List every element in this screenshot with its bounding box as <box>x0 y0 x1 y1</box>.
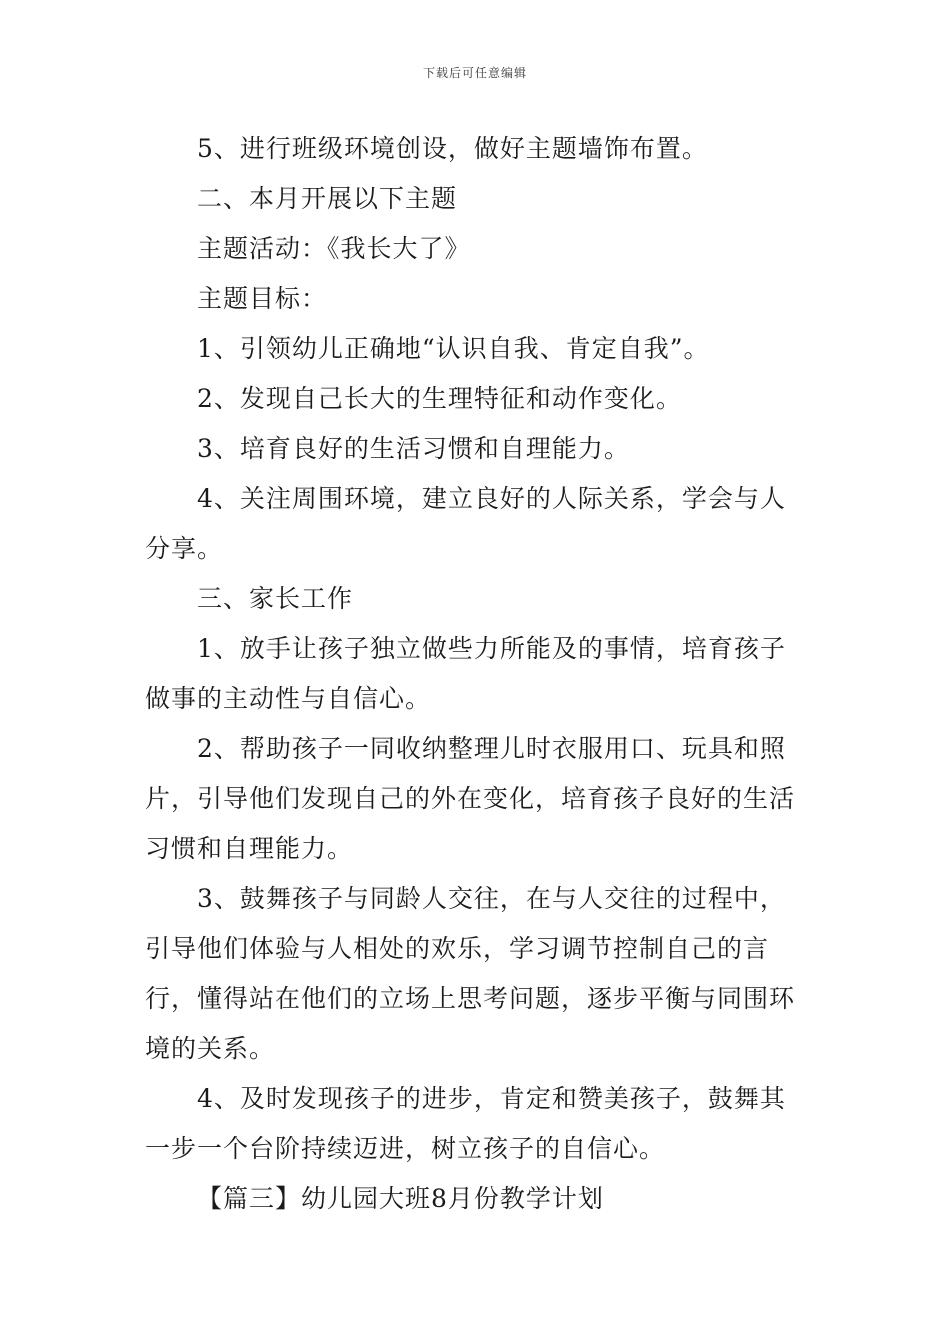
parent-item-3: 3、鼓舞孩子与同龄人交往，在与人交往的过程中，引导他们体验与人相处的欢乐，学习调节控制自己的言行，懂得站在他们的立场上思考问题，逐步平衡与同围环境的关系。 <box>145 884 796 1063</box>
section-heading-themes: 二、本月开展以下主题 <box>197 184 458 213</box>
paragraph-env-setup: 5、进行班级环境创设，做好主题墙饰布置。 <box>197 134 708 163</box>
parent-item-1: 1、放手让孩子独立做些力所能及的事情，培育孩子做事的主动性与自信心。 <box>145 634 786 713</box>
header-note: 下载后可任意编辑 <box>422 66 527 80</box>
parent-item-2: 2、帮助孩子一同收纳整理儿时衣服用口、玩具和照片，引导他们发现自己的外在变化，培育孩子良好的生活习惯和自理能力。 <box>145 734 796 863</box>
paragraph-theme-goals-label: 主题目标： <box>197 284 328 313</box>
goal-item-4: 4、关注周围环境，建立良好的人际关系，学会与人分享。 <box>145 484 786 563</box>
document-body <box>145 124 810 1224</box>
chapter-heading-part-three: 【篇三】幼儿园大班8月份教学计划 <box>197 1184 604 1213</box>
section-heading-parents: 三、家长工作 <box>197 584 354 613</box>
paragraph-theme-activity: 主题活动：《我长大了》 <box>197 234 471 263</box>
goal-item-2: 2、发现自己长大的生理特征和动作变化。 <box>197 384 682 413</box>
goal-item-3: 3、培育良好的生活习惯和自理能力。 <box>197 434 630 463</box>
parent-item-4: 4、及时发现孩子的进步，肯定和赞美孩子，鼓舞其一步一个台阶持续迈进，树立孩子的自信心。 <box>145 1084 786 1163</box>
goal-item-1: 1、引领幼儿正确地“认识自我、肯定自我”。 <box>197 334 710 363</box>
